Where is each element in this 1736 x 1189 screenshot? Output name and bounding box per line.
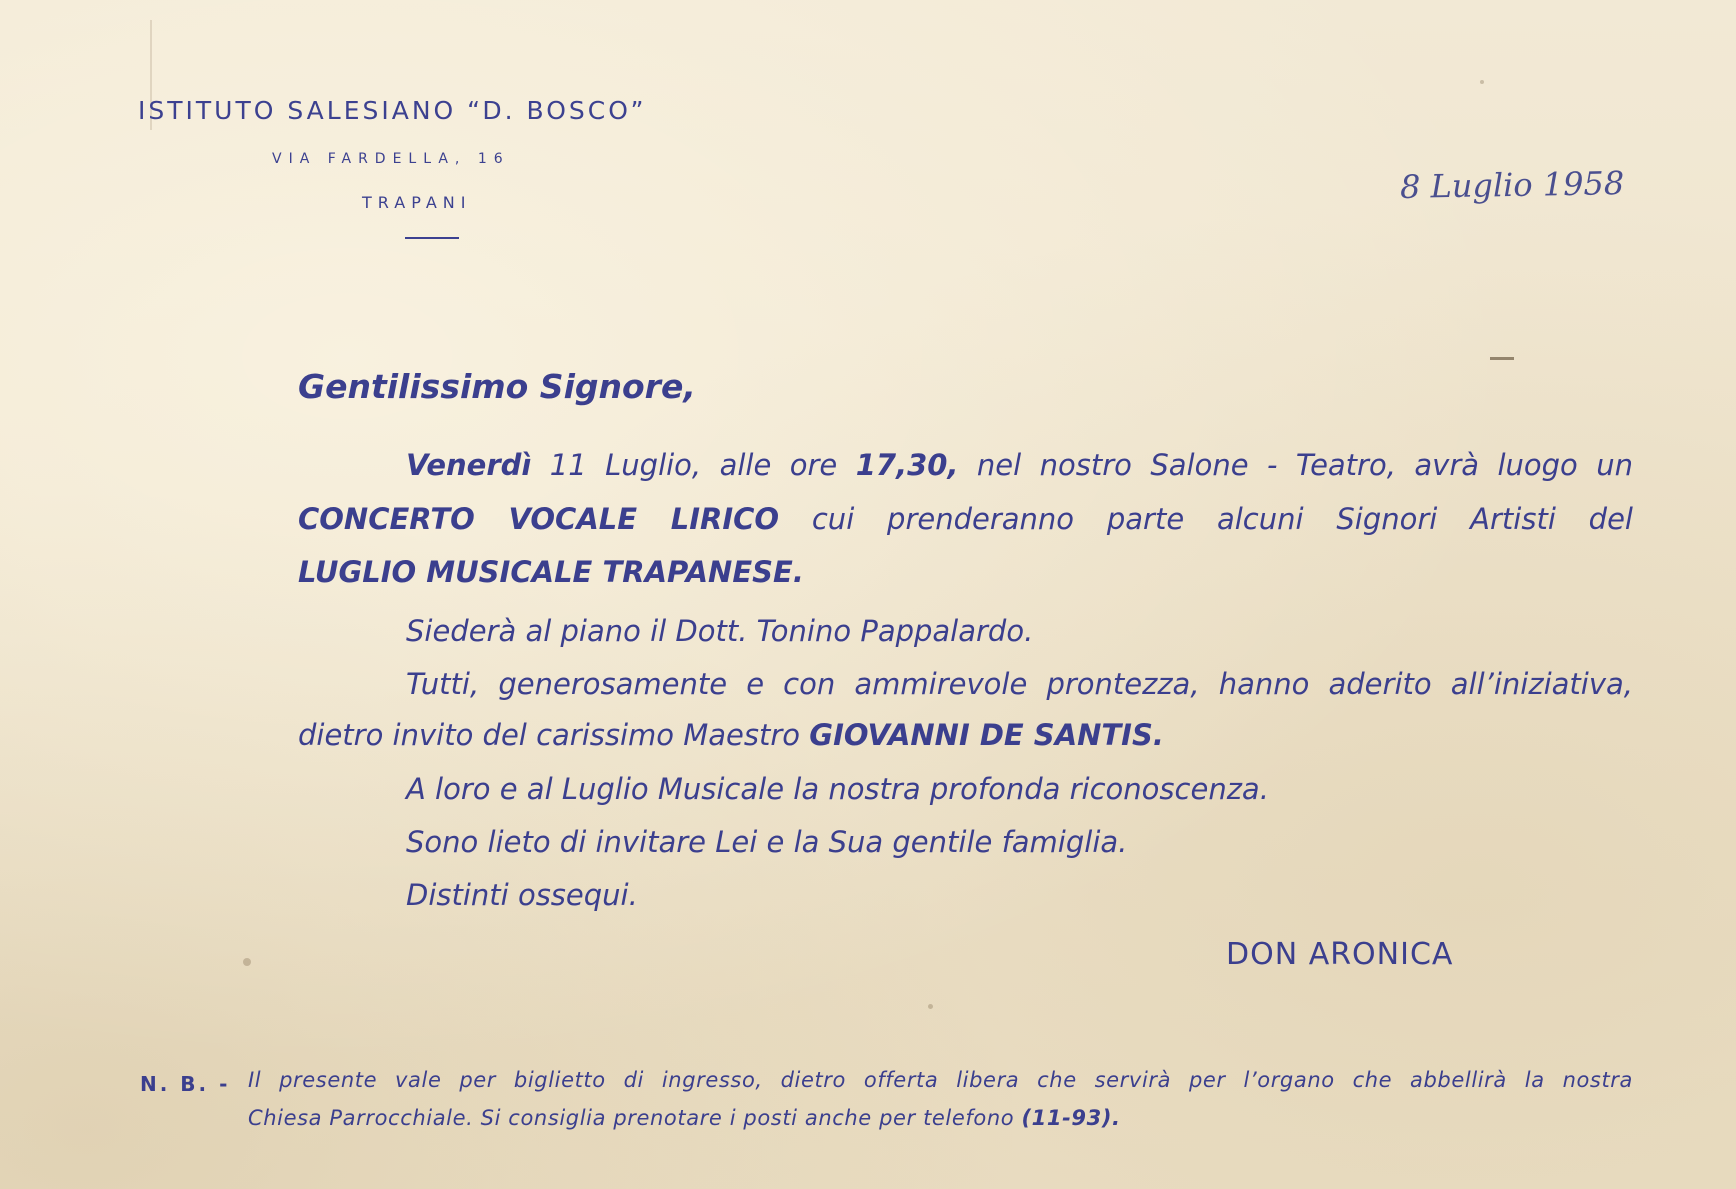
note-line-2 (248, 1106, 1121, 1130)
header-divider (405, 237, 459, 239)
invite-line: Sono lieto di invitare Lei e la Sua gentile famiglia. (406, 825, 1128, 859)
concert-time: 17,30, (855, 448, 959, 482)
institution-name: ISTITUTO SALESIANO “D. BOSCO” (138, 96, 647, 125)
paragraph-line-2 (298, 502, 1633, 536)
signature: DON ARONICA (1226, 937, 1454, 972)
concert-day: Venerdì (406, 448, 532, 482)
institution-city: TRAPANI (362, 193, 472, 212)
note-text: Chiesa Parrocchiale. Si consiglia prenotare i posti anche per telefono (248, 1106, 1022, 1130)
paragraph-line-1 (406, 448, 1633, 482)
paper-spot (1480, 80, 1484, 84)
note-line-1: Il presente vale per biglietto di ingresso, dietro offerta libera che servirà per l’organo che abbellirà la nostra (248, 1068, 1633, 1092)
gratitude-line: A loro e al Luglio Musicale la nostra profonda riconoscenza. (406, 772, 1269, 806)
pianist-line: Siederà al piano il Dott. Tonino Pappalardo. (406, 614, 1034, 648)
closing-line: Distinti ossequi. (406, 878, 638, 912)
paper-spot (928, 1004, 933, 1009)
institution-address: VIA FARDELLA, 16 (272, 151, 510, 167)
event-name: CONCERTO VOCALE LIRICO (298, 502, 780, 536)
event-description: cui prenderanno parte alcuni Signori Artisti del (779, 502, 1633, 536)
note-label: N. B. - (140, 1072, 231, 1096)
maestro-name: GIOVANNI DE SANTIS. (809, 718, 1164, 752)
festival-name: LUGLIO MUSICALE TRAPANESE. (298, 555, 804, 589)
paragraph-line-6 (298, 718, 1164, 752)
letter-date: 8 Luglio 1958 (1399, 164, 1625, 206)
ink-mark (1490, 357, 1514, 360)
paragraph-line-5: Tutti, generosamente e con ammirevole prontezza, hanno aderito all’iniziativa, (406, 667, 1633, 701)
invitation-text: dietro invito del carissimo Maestro (298, 718, 810, 752)
paper-spot (243, 958, 251, 966)
phone-number: (11-93). (1021, 1106, 1121, 1130)
paragraph-line-3 (298, 555, 804, 589)
salutation: Gentilissimo Signore, (298, 367, 696, 406)
concert-venue: nel nostro Salone - Teatro, avrà luogo un (958, 448, 1633, 482)
concert-date: 11 Luglio, alle ore (531, 448, 856, 482)
